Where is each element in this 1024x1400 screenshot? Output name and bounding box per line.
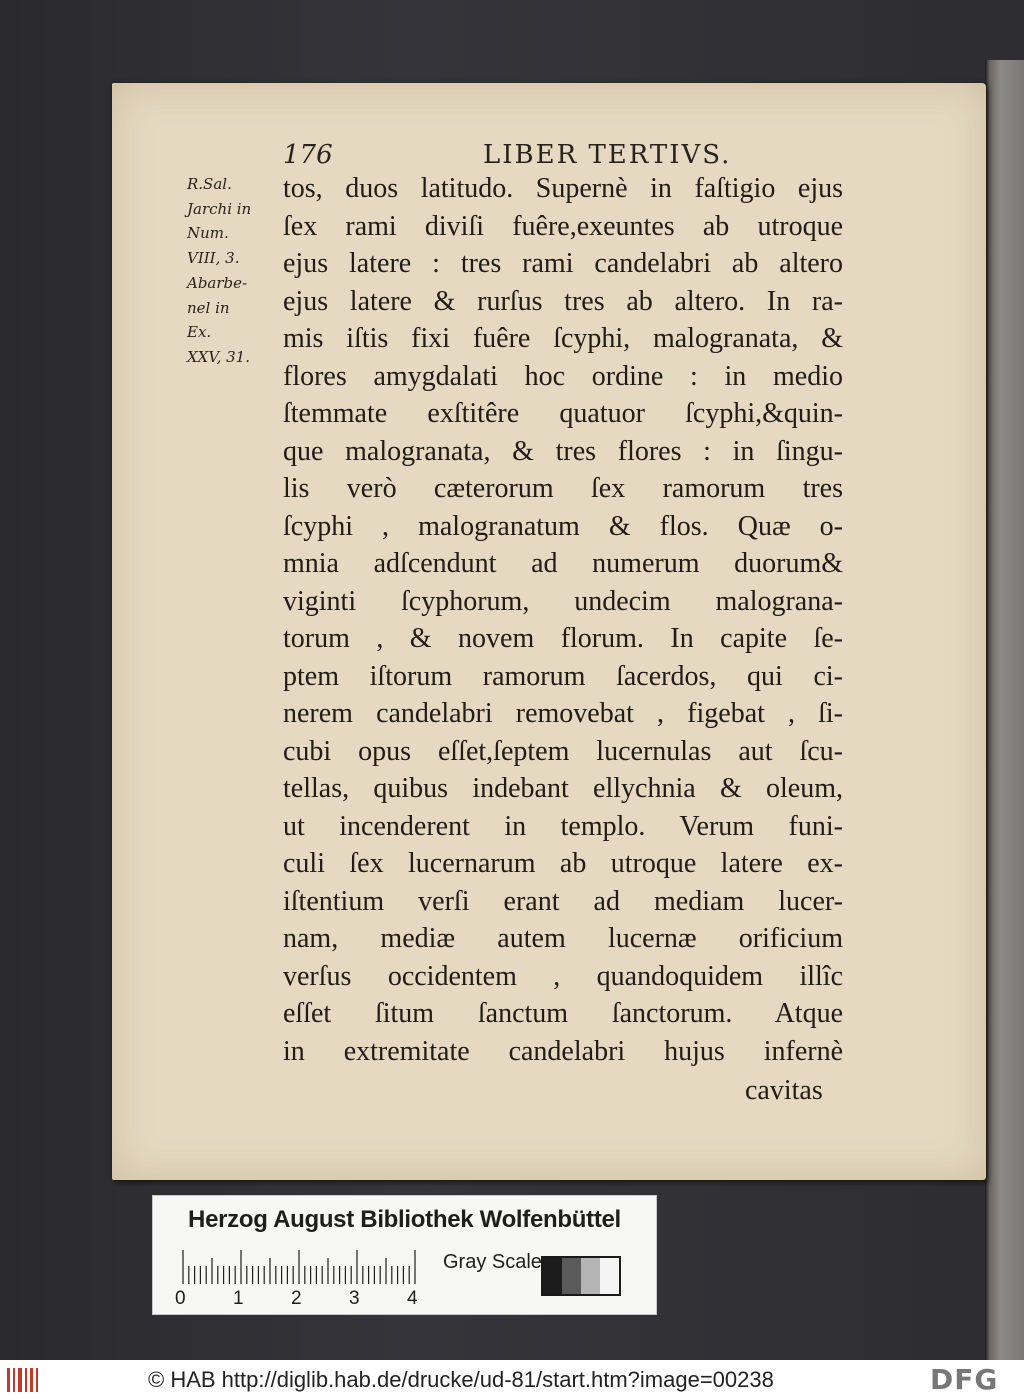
marginal-reference-note <box>187 172 277 370</box>
text-line: que malogranata, & tres flores : in ſingu- <box>283 435 843 467</box>
library-name: Herzog August Bibliothek Wolfenbüttel <box>188 1206 621 1233</box>
gray-swatch <box>543 1258 562 1294</box>
ruler-number: 2 <box>291 1288 302 1309</box>
margin-note-line: Num. <box>187 224 229 243</box>
text-line: ut incenderent in templo. Verum funi- <box>283 810 843 842</box>
library-scale-label <box>152 1195 657 1315</box>
dfg-logo: DFG <box>930 1363 999 1396</box>
text-line: ſcyphi , malogranatum & flos. Quæ o- <box>283 510 843 542</box>
text-line: viginti ſcyphorum, undecim malograna- <box>283 585 843 617</box>
text-line: verſus occidentem , quandoquidem illîc <box>283 960 843 992</box>
ruler-number: 4 <box>407 1288 418 1309</box>
text-line: nam, mediæ autem lucernæ orificium <box>283 923 843 954</box>
page-header <box>283 140 843 174</box>
running-title: LIBER TERTIVS. <box>483 140 732 170</box>
text-line: ejus latere & rurſus tres ab altero. In ra- <box>283 285 843 317</box>
text-line: cubi opus eſſet,ſeptem lucernulas aut ſcu- <box>283 735 843 767</box>
text-line: torum , & novem florum. In capite ſe- <box>283 623 843 654</box>
text-line: in extremitate candelabri hujus infernè <box>283 1035 843 1067</box>
text-line: flores amygdalati hoc ordine : in medio <box>283 360 843 392</box>
hab-barcode-logo-icon <box>6 1365 42 1395</box>
catchword: cavitas <box>745 1075 823 1106</box>
text-line: mnia adſcendunt ad numerum duorum& <box>283 548 843 579</box>
ruler-number: 1 <box>233 1288 244 1309</box>
body-text <box>283 170 843 1070</box>
margin-note-line: Abarbe- <box>187 273 248 292</box>
text-line: mis iſtis fixi fuêre ſcyphi, malogranata, & <box>283 323 843 354</box>
margin-note-line: R.Sal. <box>187 175 232 193</box>
gray-swatch <box>600 1258 619 1294</box>
text-line: tos, duos latitudo. Supernè in faſtigio ejus <box>283 173 843 204</box>
ruler-numbers <box>175 1288 445 1310</box>
text-line: ejus latere : tres rami candelabri ab altero <box>283 248 843 279</box>
margin-note-line: nel in <box>187 298 230 317</box>
text-line: culi ſex lucernarum ab utroque latere ex- <box>283 848 843 879</box>
text-line: ſtemmate exſtitêre quatuor ſcyphi,&quin- <box>283 398 843 429</box>
page-number: 176 <box>283 140 333 170</box>
gray-swatch <box>562 1258 581 1294</box>
text-line: ptem iſtorum ramorum ſacerdos, qui ci- <box>283 660 843 692</box>
margin-note-line: Jarchi in <box>187 199 252 218</box>
text-line: tellas, quibus indebant ellychnia & oleum, <box>283 773 843 804</box>
gray-scale-label: Gray Scale <box>443 1251 542 1273</box>
text-line: eſſet ſitum ſanctum ſanctorum. Atque <box>283 998 843 1029</box>
gray-scale-swatches <box>541 1256 621 1296</box>
margin-note-line: XXV, 31. <box>187 347 250 366</box>
adjacent-page-edge <box>985 60 1024 1360</box>
ruler-number: 0 <box>175 1288 186 1309</box>
text-line: ſex rami diviſi fuêre,exeuntes ab utroque <box>283 210 843 242</box>
text-line: nerem candelabri removebat , figebat , ſi- <box>283 698 843 729</box>
ruler-scale <box>181 1248 421 1284</box>
gray-swatch <box>581 1258 600 1294</box>
ruler-number: 3 <box>349 1288 360 1309</box>
text-line: lis verò cæterorum ſex ramorum tres <box>283 473 843 504</box>
text-line: iſtentium verſi erant ad mediam lucer- <box>283 885 843 917</box>
copyright-url[interactable]: © HAB http://diglib.hab.de/drucke/ud-81/start.htm?image=00238 <box>148 1367 774 1392</box>
margin-note-line: VIII, 3. <box>187 249 240 268</box>
margin-note-line: Ex. <box>187 323 212 342</box>
footer-bar <box>0 1360 1024 1400</box>
